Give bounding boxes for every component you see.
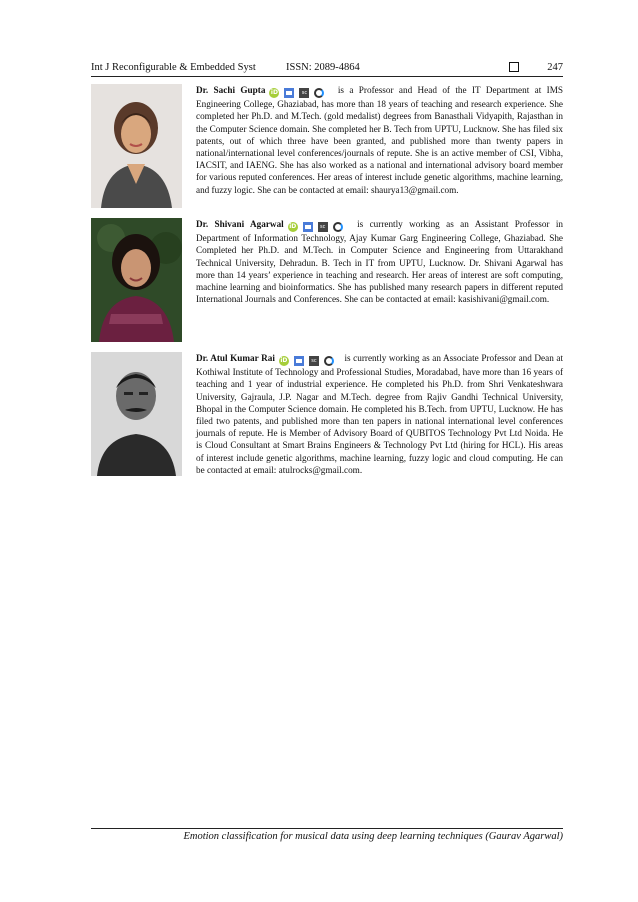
google-scholar-icon[interactable] <box>303 222 313 232</box>
publons-icon[interactable] <box>314 88 324 98</box>
checkbox-square-icon <box>509 62 519 72</box>
profile-links <box>269 86 329 98</box>
author-name: Dr. Atul Kumar Rai <box>196 353 275 363</box>
author-name: Dr. Shivani Agarwal <box>196 219 284 229</box>
page-number: 247 <box>547 62 563 73</box>
page-header <box>91 60 563 77</box>
issn: ISSN: 2089-4864 <box>286 62 360 73</box>
publons-icon[interactable] <box>333 222 343 232</box>
google-scholar-icon[interactable] <box>294 356 304 366</box>
bio-body: is currently working as an Associate Professor and Dean at Kothiwal Institute of Technology and Professional Studies, Moradabad, have more than 16 years of teaching and 1 year of industrial experience. He completed his Ph.D. from Shri Venkateshwara University, Gajraula, J.P. Nagar and M.Tech. degree from Rajiv Gandhi Technical University, Bhopal in the Computer Science domain. He completed his B.Tech. from UPTU, Lucknow. He has filed two patents, and published more than ten papers in national international level conferences journals of repute. He is Member of Advisory Board of QUBITOS Technology Pvt Ltd Noida. He is Cloud Consultant at Smart Brains Engineers & Technology Pvt Ltd (hiring for HCL). His areas of interest include genetic algorithms, machine learning, fuzzy logic and cloud computing. He can be contacted at email: atulrocks@gmail.com. <box>196 353 563 475</box>
bio-text <box>196 84 563 196</box>
bio-text <box>196 218 563 305</box>
profile-links <box>288 220 348 232</box>
author-name: Dr. Sachi Gupta <box>196 85 266 95</box>
author-photo <box>91 218 182 342</box>
scopus-icon[interactable]: sc <box>309 356 319 366</box>
author-photo <box>91 352 182 476</box>
footer-text: Emotion classification for musical data using deep learning techniques (Gaurav Agarwal) <box>183 831 563 842</box>
bio-body: is a Professor and Head of the IT Department at IMS Engineering College, Ghaziabad, has more than 18 years of teaching and research experience. She completed her Ph.D. and M.Tech. (gold medalist) degrees from Banasthali Vidyapith, Rajasthan in the Computer Science domain. She completed her B. Tech from UPTU, Lucknow. She has filed six patents, out of which three have been granted, and published more than twenty papers in national/international level conferences/journals of repute. She is an active member of CSI, Vibha, IACSIT, and IAENG. She has also worked as a national and international advisory board member for various reputed conferences. Her areas of interest include genetic algorithms, machine learning, and fuzzy logic. She can be contacted at email: shaurya13@gmail.com. <box>196 85 563 195</box>
page-footer <box>91 828 563 842</box>
publons-icon[interactable] <box>324 356 334 366</box>
scopus-icon[interactable]: sc <box>318 222 328 232</box>
scopus-icon[interactable]: sc <box>299 88 309 98</box>
orcid-icon[interactable]: iD <box>270 88 278 96</box>
bio-body: is currently working as an Assistant Professor in Department of Information Technology, Ajay Kumar Garg Engineering College, Ghaziabad. She Completed her Ph.D. and M.Tech. in Computer Science and Engineering from Uttarakhand Technical University, Dehradun. B. Tech in IT from UPTU, Lucknow. Dr. Shivani Agarwal has more than 14 years’ experience in teaching and research. Her areas of interest are soft computing, machine learning and bioinformatics. She has published many research papers in different reputed International Journals and Conferences. She can be contacted at email: kasishivani@gmail.com. <box>196 219 563 305</box>
bio-text <box>196 352 563 476</box>
author-photo <box>91 84 182 208</box>
orcid-icon[interactable]: iD <box>289 222 297 230</box>
journal-name: Int J Reconfigurable & Embedded Syst <box>91 62 256 73</box>
profile-links <box>279 354 339 366</box>
google-scholar-icon[interactable] <box>284 88 294 98</box>
orcid-icon[interactable]: iD <box>280 356 288 364</box>
